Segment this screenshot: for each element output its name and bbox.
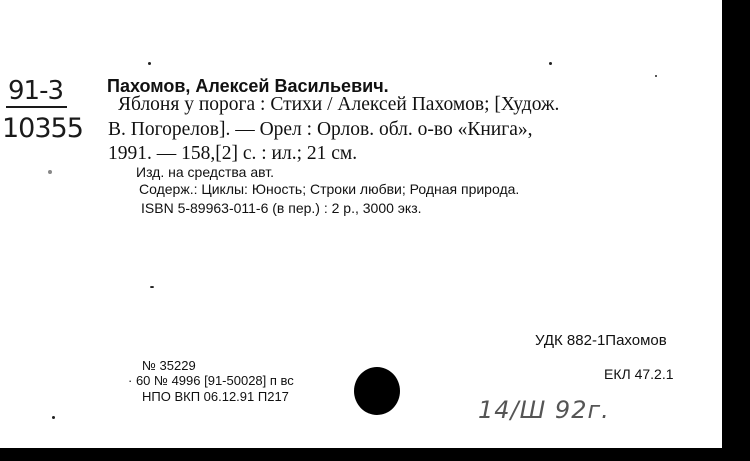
pencil-date-note: 14/Ш 92г. — [478, 396, 610, 424]
title-line-1: Яблоня у порога : Стихи / Алексей Пахомов; [Худож. — [118, 94, 560, 115]
shelf-mark: 91-3 — [8, 76, 64, 106]
title-line-2: В. Погорелов]. — Орел : Орлов. обл. о-во «Книга», — [108, 119, 533, 140]
print-order: · 60 № 4996 [91-50028] п вс — [128, 373, 294, 388]
printer-imprint: НПО ВКП 06.12.91 П217 — [142, 389, 289, 404]
scan-border-bottom — [0, 448, 750, 461]
speck — [655, 75, 657, 77]
publication-note: Изд. на средства авт. — [136, 164, 274, 180]
speck — [549, 62, 552, 65]
contents-note: Содерж.: Циклы: Юность; Строки любви; Родная природа. — [139, 181, 520, 197]
inventory-number: 10355 — [2, 113, 83, 144]
author-heading: Пахомов, Алексей Васильевич. — [107, 76, 389, 96]
speck — [150, 286, 154, 288]
udk-code: УДК 882-1Пахомов — [535, 332, 667, 349]
order-number: № 35229 — [142, 358, 196, 373]
ekl-code: ЕКЛ 47.2.1 — [604, 366, 674, 382]
punch-hole — [354, 367, 400, 415]
speck — [52, 416, 55, 419]
scan-border-right — [722, 0, 750, 461]
isbn-note: ISBN 5-89963-011-6 (в пер.) : 2 р., 3000 экз. — [141, 200, 422, 216]
speck — [148, 62, 151, 65]
speck — [48, 170, 52, 174]
title-line-3: 1991. — 158,[2] с. : ил.; 21 см. — [108, 143, 358, 164]
